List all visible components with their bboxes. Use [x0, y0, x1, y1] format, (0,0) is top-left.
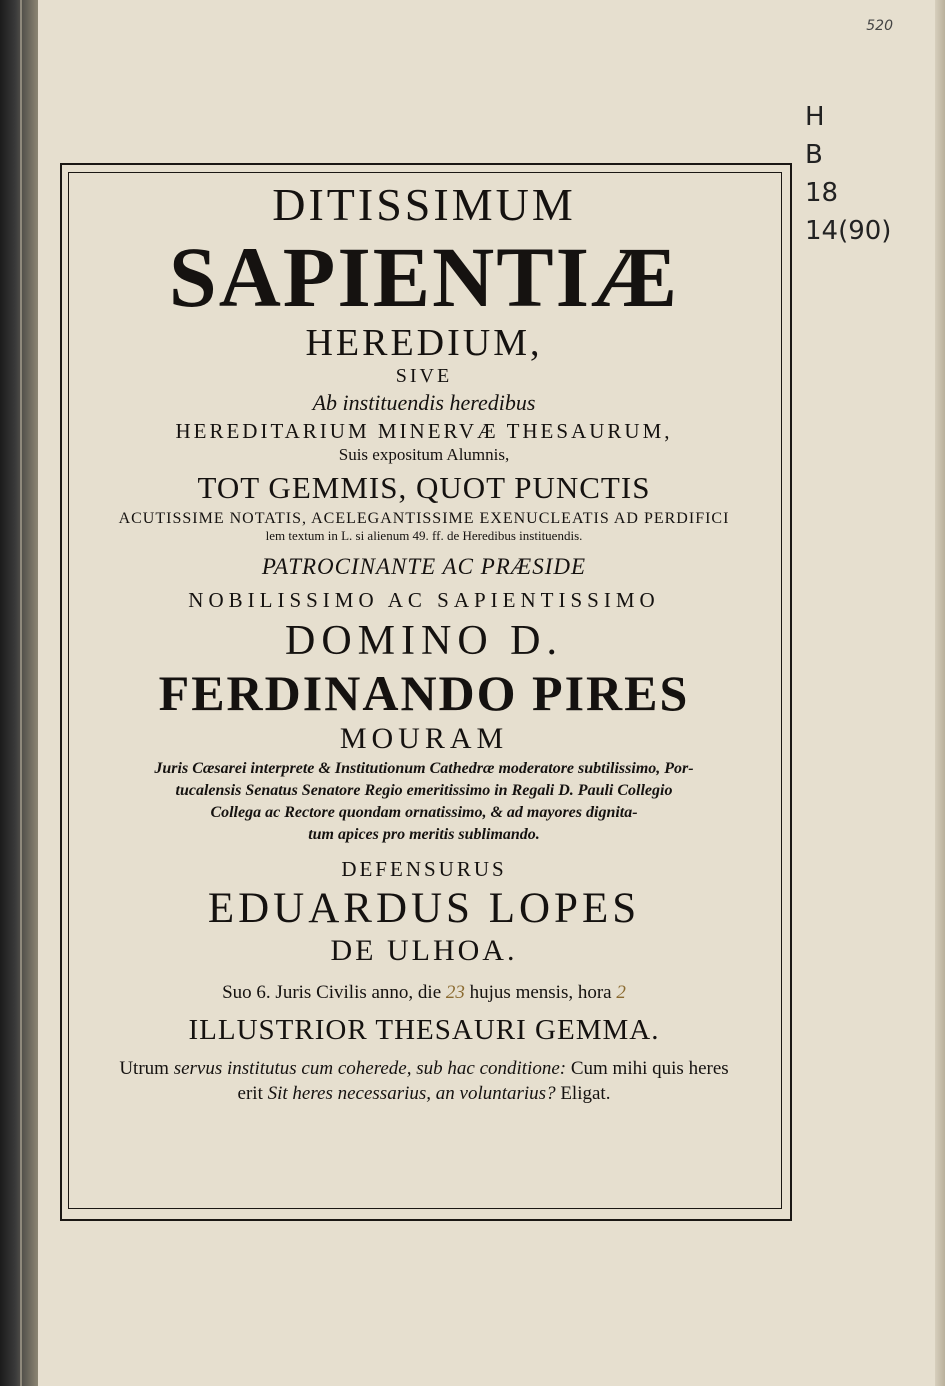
shelfmark-line: H [805, 102, 825, 132]
patron-line-patrocinante: PATROCINANTE AC PRÆSIDE [261, 554, 587, 579]
folio-number: 520 [866, 18, 893, 34]
question-line [72, 1056, 776, 1081]
title-line-textum: lem textum in L. si alienum 49. ff. de Heredibus instituendis. [265, 528, 583, 543]
defender-label: DEFENSURUS [341, 857, 507, 881]
question-utrum: Utrum [119, 1058, 169, 1079]
patron-description: tucalensis Senatus Senatore Regio emeritissimo in Regali D. Pauli Collegio [175, 782, 673, 799]
defender-name-ulhoa: DE ULHOA. [330, 934, 518, 967]
book-gutter [0, 0, 38, 1386]
title-line-suis-expositum: Suis expositum Alumnis, [338, 445, 510, 464]
defender-name-eduardus: EDUARDUS LOPES [207, 885, 641, 932]
shelfmark-line: 18 [805, 178, 839, 208]
question-erit: erit [237, 1083, 263, 1104]
page-edges [935, 0, 945, 1386]
question-cum-mihi: Cum mihi quis heres [570, 1058, 729, 1079]
date-mid: hujus mensis, hora [469, 982, 612, 1003]
patron-name-ferdinando: FERDINANDO PIRES [158, 665, 690, 721]
handwritten-day: 23 [445, 982, 465, 1003]
handwritten-hour: 2 [616, 982, 626, 1003]
patron-description: Collega ac Rectore quondam ornatissimo, & ad mayores dignita- [210, 804, 638, 821]
question-line [72, 1081, 776, 1106]
title-line-hereditarium: HEREDITARIUM MINERVÆ THESAURUM, [175, 419, 673, 443]
title-line-tot-gemmis: TOT GEMMIS, QUOT PUNCTIS [197, 470, 651, 505]
title-line-sive: SIVE [395, 365, 453, 387]
illustrior-line: ILLUSTRIOR THESAURI GEMMA. [188, 1014, 660, 1046]
patron-line-domino: DOMINO D. [285, 618, 563, 664]
shelfmark [805, 98, 905, 250]
gutter-edge [20, 0, 22, 1386]
date-prefix: Suo 6. Juris Civilis anno, die [222, 982, 442, 1003]
question-sit-heres: Sit heres necessarius, an voluntarius? [267, 1083, 556, 1104]
shelfmark-line: 14(90) [805, 216, 892, 246]
title-line-sapientiae: SAPIENTIÆ [168, 229, 680, 325]
shelfmark-line: B [805, 140, 823, 170]
patron-line-nobilissimo: NOBILISSIMO AC SAPIENTISSIMO [188, 588, 660, 612]
patron-description: tum apices pro meritis sublimando. [308, 826, 540, 843]
defense-date-line [72, 974, 776, 1012]
title-line-ditissimum: DITISSIMUM [272, 179, 576, 230]
question-eligat: Eligat. [560, 1083, 611, 1104]
title-line-heredium: HEREDIUM, [305, 322, 543, 364]
title-line-ab-instituendis: Ab instituendis heredibus [312, 390, 536, 415]
patron-description: Juris Cæsarei interprete & Institutionum Cathedræ moderatore subtilissimo, Por- [154, 760, 694, 777]
question-servus: servus institutus cum coherede, sub hac conditione: [173, 1058, 567, 1079]
title-page-content [72, 180, 776, 1106]
patron-name-mouram: MOURAM [339, 722, 509, 755]
title-line-acutissime: ACUTISSIME NOTATIS, ACELEGANTISSIME EXENUCLEATIS AD PERDIFICI [118, 510, 730, 527]
